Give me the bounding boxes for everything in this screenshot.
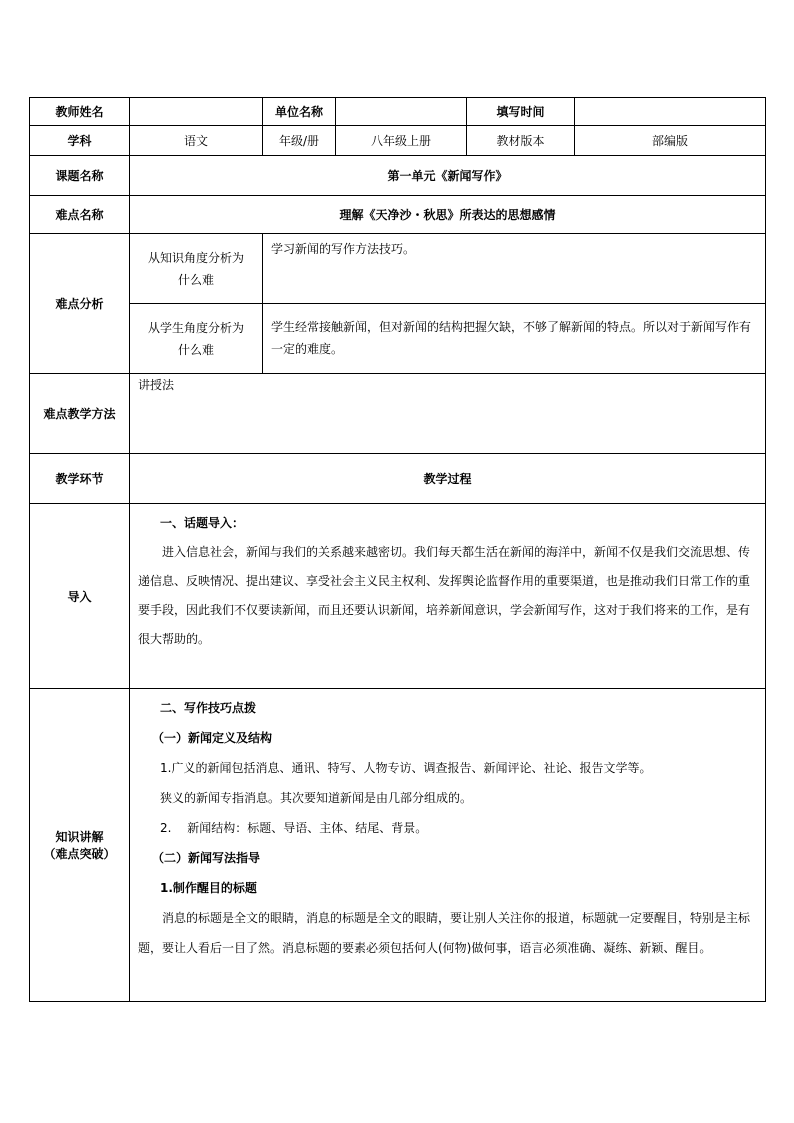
intro-label: 导入 <box>30 504 130 689</box>
knowledge-angle-line1: 从知识角度分析为 <box>147 250 244 265</box>
row-intro <box>30 504 766 689</box>
edition-value: 部编版 <box>575 126 766 156</box>
row-process-header <box>30 454 766 504</box>
intro-heading: 一、话题导入： <box>160 516 245 530</box>
row-difficulty <box>30 196 766 234</box>
analysis-label: 难点分析 <box>30 234 130 374</box>
topic-value: 第一单元《新闻写作》 <box>130 156 766 196</box>
knowledge-label-line2: （难点突破） <box>43 847 116 861</box>
knowledge-paragraph: 消息的标题是全文的眼睛，消息的标题是全文的眼睛，要让别人关注你的报道，标题就一定要醒目，特别是主标题，要让人看后一目了然。消息标题的要素必须包括何人(何物)做何事，语言必须准确、凝练、新颖、醒目。 <box>138 911 751 955</box>
knowledge-label-line1: 知识讲解 <box>55 830 104 844</box>
process-label: 教学过程 <box>130 454 766 504</box>
row-teacher <box>30 98 766 126</box>
row-topic <box>30 156 766 196</box>
teacher-value[interactable] <box>130 98 263 126</box>
row-subject <box>30 126 766 156</box>
knowledge-sub2: （二）新闻写法指导 <box>152 851 261 865</box>
grade-value: 八年级上册 <box>336 126 467 156</box>
row-knowledge <box>30 689 766 1002</box>
knowledge-content <box>130 689 766 1002</box>
method-label: 难点教学方法 <box>30 374 130 454</box>
knowledge-label <box>30 689 130 1002</box>
knowledge-item1: 1.广义的新闻包括消息、通讯、特写、人物专访、调查报告、新闻评论、社论、报告文学等。 <box>160 761 652 775</box>
student-angle-text: 学生经常接触新闻，但对新闻的结构把握欠缺，不够了解新闻的特点。所以对于新闻写作有一定的难度。 <box>263 304 766 374</box>
student-angle-line2: 什么难 <box>177 342 214 357</box>
difficulty-label: 难点名称 <box>30 196 130 234</box>
knowledge-angle-line2: 什么难 <box>177 272 214 287</box>
difficulty-value: 理解《天净沙・秋思》所表达的思想感情 <box>130 196 766 234</box>
unit-label: 单位名称 <box>263 98 336 126</box>
knowledge-item1b: 狭义的新闻专指消息。其次要知道新闻是由几部分组成的。 <box>160 791 473 805</box>
knowledge-sub3: 1.制作醒目的标题 <box>160 881 257 895</box>
lesson-plan-form <box>29 97 765 1002</box>
student-angle-label <box>130 304 263 374</box>
teacher-label: 教师姓名 <box>30 98 130 126</box>
date-value[interactable] <box>575 98 766 126</box>
row-method <box>30 374 766 454</box>
unit-value[interactable] <box>336 98 467 126</box>
stage-label: 教学环节 <box>30 454 130 504</box>
student-angle-line1: 从学生角度分析为 <box>147 320 244 335</box>
knowledge-heading: 二、写作技巧点拨 <box>160 701 257 715</box>
topic-label: 课题名称 <box>30 156 130 196</box>
knowledge-sub1: （一）新闻定义及结构 <box>152 731 273 745</box>
date-label: 填写时间 <box>467 98 575 126</box>
grade-label: 年级/册 <box>263 126 336 156</box>
knowledge-angle-text: 学习新闻的写作方法技巧。 <box>263 234 766 304</box>
lesson-plan-table <box>29 97 766 1002</box>
method-value: 讲授法 <box>130 374 766 454</box>
row-analysis-knowledge <box>30 234 766 304</box>
intro-paragraph: 进入信息社会，新闻与我们的关系越来越密切。我们每天都生活在新闻的海洋中，新闻不仅是我们交流思想、传递信息、反映情况、提出建议、享受社会主义民主权利、发挥舆论监督作用的重要渠道，也是推动我们日常工作的重要手段，因此我们不仅要读新闻，而且还要认识新闻，培养新闻意识，学会新闻写作，这对于我们将来的工作，是有很大帮助的。 <box>138 545 751 646</box>
knowledge-angle-label <box>130 234 263 304</box>
edition-label: 教材版本 <box>467 126 575 156</box>
knowledge-item2: 2. 新闻结构：标题、导语、主体、结尾、背景。 <box>160 821 428 835</box>
subject-label: 学科 <box>30 126 130 156</box>
row-analysis-student <box>30 304 766 374</box>
intro-content <box>130 504 766 689</box>
subject-value: 语文 <box>130 126 263 156</box>
